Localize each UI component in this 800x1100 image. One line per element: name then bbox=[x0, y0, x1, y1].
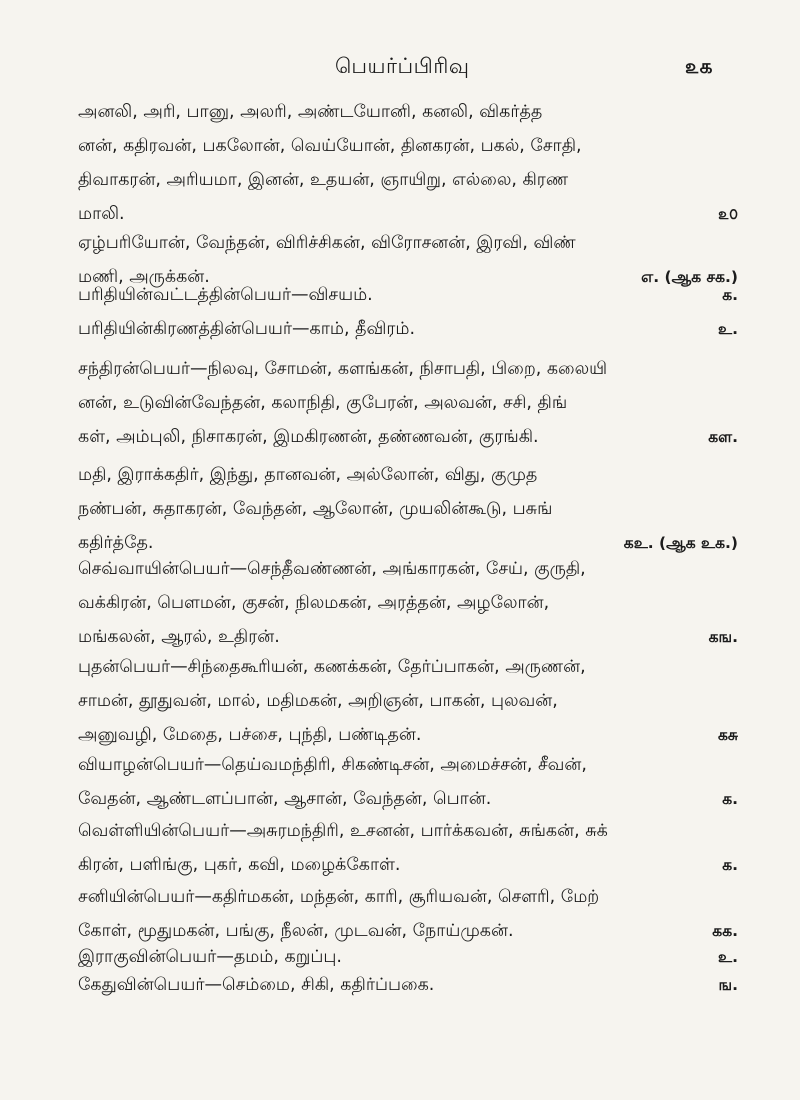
entry-moon-names-2 bbox=[78, 458, 738, 560]
entry-line: மாலி. bbox=[78, 204, 125, 224]
verse-number: க. bbox=[722, 856, 738, 874]
entry-line: வக்கிரன், பௌமன், குசன், நிலமகன், அரத்தன், அழலோன், bbox=[78, 593, 550, 613]
entry-line: இராகுவின்பெயர்—தமம், கறுப்பு. bbox=[78, 947, 342, 967]
entry-sun-disc bbox=[78, 278, 738, 312]
entry-line: ஏழ்பரியோன், வேந்தன், விரிச்சிகன், விரோசனன், இரவி, விண் bbox=[78, 233, 576, 253]
entry-moon-names bbox=[78, 352, 738, 454]
entry-line: வியாழன்பெயர்—தெய்வமந்திரி, சிகண்டிசன், அமைச்சன், சீவன், bbox=[78, 755, 587, 775]
entry-line: கதிர்த்தே. bbox=[78, 533, 154, 553]
verse-number: ௨௦ bbox=[718, 205, 738, 223]
verse-number: உ. bbox=[718, 320, 738, 338]
page-title: பெயர்ப்பிரிவு bbox=[335, 54, 470, 78]
entry-line: சனியின்பெயர்—கதிர்மகன், மந்தன், காரி, சூரியவன், சௌரி, மேற் bbox=[78, 887, 600, 907]
entry-line: அனலி, அரி, பானு, அலரி, அண்டயோனி, கனலி, விகர்த்த bbox=[78, 102, 543, 122]
entry-line: சந்திரன்பெயர்—நிலவு, சோமன், களங்கன், நிசாபதி, பிறை, கலையி bbox=[78, 359, 608, 379]
verse-number: கக. bbox=[712, 922, 738, 940]
entry-sun-names bbox=[78, 95, 738, 231]
entry-line: திவாகரன், அரியமா, இனன், உதயன், ஞாயிறு, எல்லை, கிரண bbox=[78, 170, 569, 190]
entry-line: கேதுவின்பெயர்—செம்மை, சிகி, கதிர்ப்பகை. bbox=[78, 975, 435, 995]
entry-line: நண்பன், சுதாகரன், வேந்தன், ஆலோன், முயலின்கூடு, பசுங் bbox=[78, 499, 553, 519]
verse-number: கசு bbox=[717, 726, 738, 744]
entry-line: கள், அம்புலி, நிசாகரன், இமகிரணன், தண்ணவன், குரங்கி. bbox=[78, 427, 539, 447]
entry-saturn-names bbox=[78, 880, 738, 948]
entry-line: பரிதியின்வட்டத்தின்பெயர்—விசயம். bbox=[78, 285, 373, 305]
entry-line: மங்கலன், ஆரல், உதிரன். bbox=[78, 627, 280, 647]
entry-line: புதன்பெயர்—சிந்தைகூரியன், கணக்கன், தேர்ப்பாகன், அருணன், bbox=[78, 657, 586, 677]
verse-number: கங. bbox=[708, 628, 738, 646]
entry-line: கிரன், பளிங்கு, புகர், கவி, மழைக்கோள். bbox=[78, 855, 401, 875]
entry-sun-rays bbox=[78, 312, 738, 346]
verse-number: கள. bbox=[708, 428, 738, 446]
verse-number: ங. bbox=[718, 976, 738, 994]
entry-jupiter-names bbox=[78, 748, 738, 816]
verse-number: உ. bbox=[718, 948, 738, 966]
verse-number: கஉ. (ஆக உக.) bbox=[623, 534, 738, 552]
entry-line: அனுவழி, மேதை, பச்சை, புந்தி, பண்டிதன். bbox=[78, 725, 422, 745]
entry-mercury-names bbox=[78, 650, 738, 752]
entry-line: மணி, அருக்கன். bbox=[78, 267, 210, 287]
entry-line: வெள்ளியின்பெயர்—அசுரமந்திரி, உசனன், பார்க்கவன், சுங்கன், சுக் bbox=[78, 821, 608, 841]
entry-line: செவ்வாயின்பெயர்—செந்தீவண்ணன், அங்காரகன், சேய், குருதி, bbox=[78, 559, 586, 579]
page-header bbox=[0, 54, 800, 84]
entry-line: னன், கதிரவன், பகலோன், வெய்யோன், தினகரன், பகல், சோதி, bbox=[78, 136, 582, 156]
page-number: ௨௧ bbox=[685, 54, 713, 78]
entry-line: சாமன், தூதுவன், மால், மதிமகன், அறிஞன், பாகன், புலவன், bbox=[78, 691, 558, 711]
entry-mars-names bbox=[78, 552, 738, 654]
entry-line: கோள், மூதுமகன், பங்கு, நீலன், முடவன், நோய்முகன். bbox=[78, 921, 514, 941]
verse-number: க. bbox=[722, 790, 738, 808]
entry-line: னன், உடுவின்வேந்தன், கலாநிதி, குபேரன், அலவன், சசி, திங் bbox=[78, 393, 568, 413]
verse-number: க. bbox=[722, 286, 738, 304]
entry-line: வேதன், ஆண்டளப்பான், ஆசான், வேந்தன், பொன். bbox=[78, 789, 492, 809]
entry-venus-names bbox=[78, 814, 738, 882]
entry-line: மதி, இராக்கதிர், இந்து, தானவன், அல்லோன், விது, குமுத bbox=[78, 465, 538, 485]
entry-ketu-names bbox=[78, 968, 738, 1002]
entry-line: பரிதியின்கிரணத்தின்பெயர்—காம், தீவிரம். bbox=[78, 319, 416, 339]
verse-number: எ. (ஆக சக.) bbox=[641, 268, 738, 286]
